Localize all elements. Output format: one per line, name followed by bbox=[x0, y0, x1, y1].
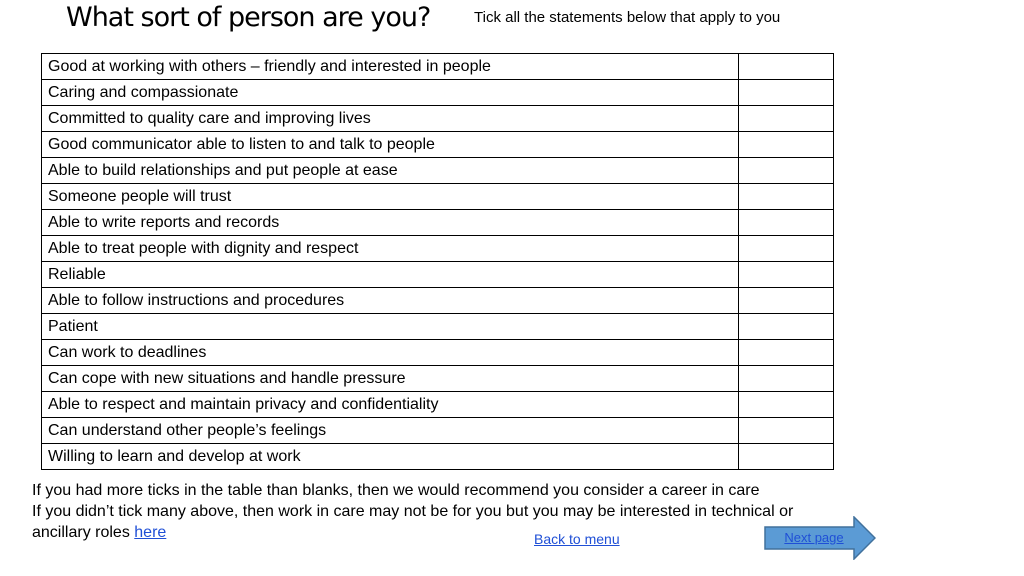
statement-text: Able to follow instructions and procedures bbox=[42, 288, 739, 314]
statements-table bbox=[41, 53, 834, 470]
table-row bbox=[42, 54, 834, 80]
table-row bbox=[42, 444, 834, 470]
next-page-button[interactable] bbox=[764, 516, 876, 560]
guidance-line-1: If you had more ticks in the table than blanks, then we would recommend you consider a career in care bbox=[32, 482, 760, 499]
statement-text: Good communicator able to listen to and talk to people bbox=[42, 132, 739, 158]
table-row bbox=[42, 262, 834, 288]
tick-cell[interactable] bbox=[739, 132, 834, 158]
statement-text: Able to treat people with dignity and respect bbox=[42, 236, 739, 262]
tick-cell[interactable] bbox=[739, 340, 834, 366]
statement-text: Can work to deadlines bbox=[42, 340, 739, 366]
table-row bbox=[42, 418, 834, 444]
table-row bbox=[42, 210, 834, 236]
tick-cell[interactable] bbox=[739, 210, 834, 236]
tick-cell[interactable] bbox=[739, 366, 834, 392]
tick-cell[interactable] bbox=[739, 184, 834, 210]
tick-cell[interactable] bbox=[739, 288, 834, 314]
instruction-text: Tick all the statements below that apply to you bbox=[474, 9, 781, 26]
tick-cell[interactable] bbox=[739, 236, 834, 262]
result-guidance bbox=[32, 480, 793, 543]
statement-text: Able to write reports and records bbox=[42, 210, 739, 236]
statement-text: Able to respect and maintain privacy and confidentiality bbox=[42, 392, 739, 418]
tick-cell[interactable] bbox=[739, 158, 834, 184]
statement-text: Patient bbox=[42, 314, 739, 340]
next-page-label: Next page bbox=[784, 530, 844, 545]
statement-text: Someone people will trust bbox=[42, 184, 739, 210]
table-row bbox=[42, 80, 834, 106]
guidance-line-3-text: ancillary roles bbox=[32, 524, 135, 541]
statement-text: Reliable bbox=[42, 262, 739, 288]
tick-cell[interactable] bbox=[739, 262, 834, 288]
table-row bbox=[42, 106, 834, 132]
tick-cell[interactable] bbox=[739, 418, 834, 444]
tick-cell[interactable] bbox=[739, 392, 834, 418]
table-row bbox=[42, 366, 834, 392]
here-link[interactable]: here bbox=[134, 524, 167, 541]
statement-text: Willing to learn and develop at work bbox=[42, 444, 739, 470]
table-row bbox=[42, 132, 834, 158]
tick-cell[interactable] bbox=[739, 106, 834, 132]
statement-text: Caring and compassionate bbox=[42, 80, 739, 106]
statement-text: Can cope with new situations and handle pressure bbox=[42, 366, 739, 392]
guidance-line-3 bbox=[32, 522, 793, 543]
page-title: What sort of person are you? bbox=[66, 2, 431, 33]
tick-cell[interactable] bbox=[739, 80, 834, 106]
table-row bbox=[42, 340, 834, 366]
statement-text: Good at working with others – friendly and interested in people bbox=[42, 54, 739, 80]
table-row bbox=[42, 184, 834, 210]
back-to-menu-link[interactable]: Back to menu bbox=[534, 531, 620, 547]
statement-text: Can understand other people’s feelings bbox=[42, 418, 739, 444]
table-row bbox=[42, 158, 834, 184]
table-row bbox=[42, 392, 834, 418]
guidance-line-2: If you didn’t tick many above, then work in care may not be for you but you may be interested in technical or bbox=[32, 503, 794, 520]
table-row bbox=[42, 236, 834, 262]
tick-cell[interactable] bbox=[739, 314, 834, 340]
statement-text: Able to build relationships and put people at ease bbox=[42, 158, 739, 184]
tick-cell[interactable] bbox=[739, 444, 834, 470]
table-row bbox=[42, 288, 834, 314]
statement-text: Committed to quality care and improving lives bbox=[42, 106, 739, 132]
table-row bbox=[42, 314, 834, 340]
tick-cell[interactable] bbox=[739, 54, 834, 80]
